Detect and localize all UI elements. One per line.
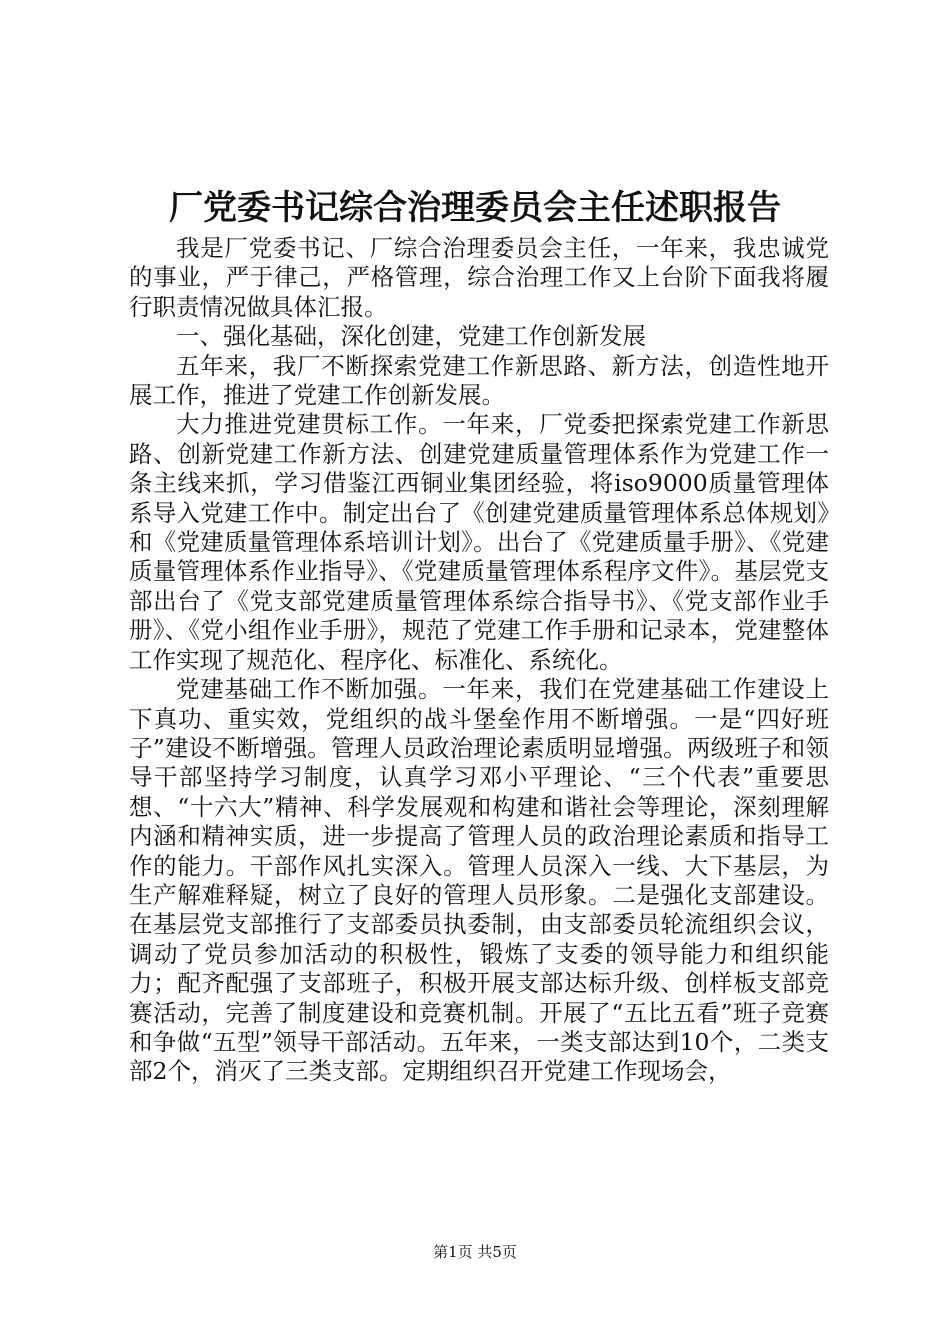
paragraph-standards: 大力推进党建贯标工作。一年来，厂党委把探索党建工作新思路、创新党建工作新方法、创建党建质量管理体系作为党建工作一条主线来抓，学习借鉴江西铜业集团经验，将iso9000质量管理体系导入党建工作中。制定出台了《创建党建质量管理体系总体规划》和《党建质量管理体系培训计划》。出台了《党建质量手册》、《党建质量管理体系作业指导》、《党建质量管理体系程序文件》。基层党支部出台了《党支部党建质量管理体系综合指导书》、《党支部作业手册》、《党小组作业手册》，规范了党建工作手册和记录本，党建整体工作实现了规范化、程序化、标准化、系统化。	[129, 410, 829, 674]
paragraph-overview: 五年来，我厂不断探索党建工作新思路、新方法，创造性地开展工作，推进了党建工作创新发展。	[129, 351, 829, 410]
paragraph-intro: 我是厂党委书记、厂综合治理委员会主任，一年来，我忠诚党的事业，严于律己，严格管理，综合治理工作又上台阶下面我将履行职责情况做具体汇报。	[129, 234, 829, 321]
document-body	[129, 234, 829, 1087]
section-heading-1: 一、强化基础，深化创建，党建工作创新发展	[176, 322, 646, 351]
document-title: 厂党委书记综合治理委员会主任述职报告	[169, 188, 781, 228]
paragraph-foundation: 党建基础工作不断加强。一年来，我们在党建基础工作建设上下真功、重实效，党组织的战斗堡垒作用不断增强。一是“四好班子”建设不断增强。管理人员政治理论素质明显增强。两级班子和领导干部坚持学习制度，认真学习邓小平理论、“三个代表”重要思想、“十六大”精神、科学发展观和构建和谐社会等理论，深刻理解内涵和精神实质，进一步提高了管理人员的政治理论素质和指导工作的能力。干部作风扎实深入。管理人员深入一线、大下基层，为生产解难释疑，树立了良好的管理人员形象。二是强化支部建设。在基层党支部推行了支部委员执委制，由支部委员轮流组织会议，调动了党员参加活动的积极性，锻炼了支委的领导能力和组织能力；配齐配强了支部班子，积极开展支部达标升级、创样板支部竞赛活动，完善了制度建设和竞赛机制。开展了“五比五看”班子竞赛和争做“五型”领导干部活动。五年来，一类支部达到10个，二类支部2个，消灭了三类支部。定期组织召开党建工作现场会，	[129, 675, 829, 1086]
page-number-footer: 第1页 共5页	[433, 1243, 517, 1261]
